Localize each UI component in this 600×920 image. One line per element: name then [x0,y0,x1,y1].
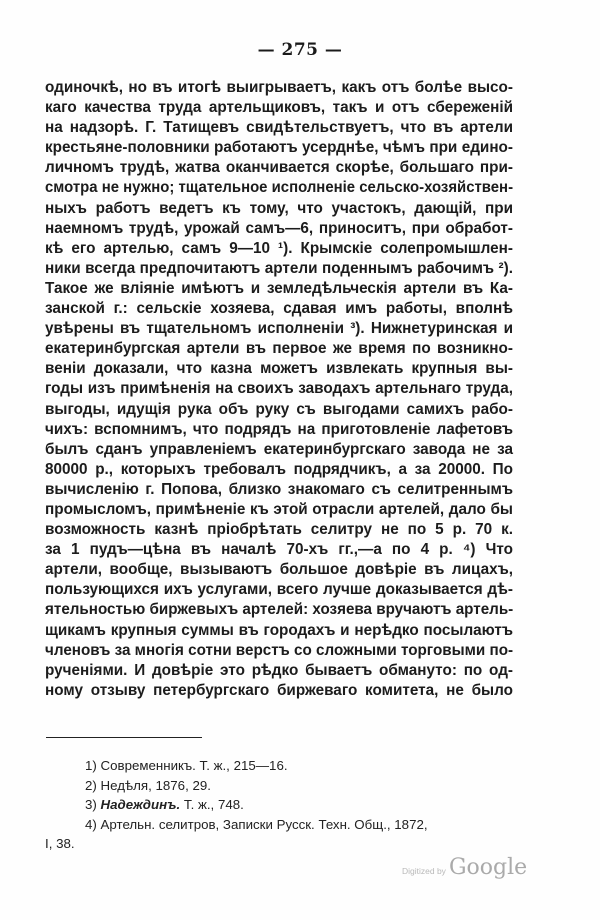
text-line: щикамъ крупныя суммы въ городахъ и нерѣдко посылаютъ [45,621,513,639]
text-line: ному отзыву петербургскаго биржеваго комитета, не было [45,681,513,699]
footnotes [45,756,515,854]
text-line: увѣрены въ тщательномъ исполненіи ³). Нижнетуринская и [45,320,513,338]
footnote-divider [46,737,202,738]
text-line: вычисленію г. Попова, близко знакомаго съ селитреннымъ [45,480,513,498]
footnote-text: I, 38. [45,836,75,852]
watermark-prefix: Digitized by [402,866,446,876]
text-line: ятельностью биржевыхъ артелей: хозяева вручаютъ артель- [45,601,514,619]
text-line: екатеринбургская артели въ первое же время по возникно- [45,340,513,358]
text-line: крестьяне-половники работаютъ усерднѣе, чѣмъ при едино- [45,139,513,157]
text-line: одиночкѣ, но въ итогѣ выигрываетъ, какъ отъ болѣе высо- [45,79,513,96]
footnote-text: Недѣля, 1876, 29. [100,777,211,793]
text-line: на надзорѣ. Г. Татищевъ свидѣтельствуетъ, что въ артели [45,119,513,137]
footnote-marker: 2) [85,777,97,793]
text-line: былъ сданъ управленіемъ екатеринбургскаго завода не за [45,440,513,458]
footnote-text: Артельн. селитров, Записки Русск. Техн. Общ., 1872, [100,816,428,832]
google-watermark [402,855,527,880]
footnote-text: Т. ж., 748. [180,797,244,813]
text-line: занской г.: сельскіе хозяева, сдавая имъ работы, вполнѣ [45,300,513,318]
footnote-4 [45,815,515,835]
text-line: 80000 р., которыхъ требовалъ подрядчикъ, а за 20000. По [45,460,513,478]
footnote-marker: 3) [85,797,97,813]
footnote-2 [45,776,515,796]
text-line: веніи доказали, что казна можетъ извлекать крупныя вы- [45,360,513,378]
text-line: кѣ его артелью, самъ 9—10 ¹). Крымскіе солепромышлен- [45,239,513,257]
text-line: личномъ трудѣ, жатва оканчивается скорѣе, большаго при- [45,159,513,177]
footnote-text: Современникъ. Т. ж., 215—16. [100,758,288,773]
text-line: за 1 пудъ—цѣна въ началѣ 70-хъ гг.,—а по 4 р. ⁴) Что [45,541,513,559]
text-line: членовъ за многія сотни верстъ со сложными торговыми по- [45,641,514,659]
text-line: артели, вообще, вызываютъ большое довѣріе въ лицахъ, [45,561,513,579]
text-line: пользующихся ихъ услугами, всего лучше доказывается дѣ- [45,581,513,599]
footnote-3 [45,795,515,815]
text-line: годы изъ примѣненія на своихъ заводахъ артельнаго труда, [45,380,513,398]
text-line: выгоды, идущія рука объ руку съ выгодами самихъ рабо- [45,400,513,418]
footnote-1 [45,756,515,776]
text-line: каго качества труда артельщиковъ, такъ и отъ сбереженій [45,99,513,117]
google-logo: Google [448,855,528,880]
footnote-author: Надеждинъ. [100,797,181,813]
text-line: ныхъ работъ ведетъ къ тому, что участокъ, дающій, при [45,199,513,217]
page-number: — 275 — [257,40,343,60]
text-line: ники всегда предпочитаютъ артели поденнымъ рабочимъ ²). [45,259,513,277]
footnote-marker: 4) [85,816,97,832]
text-line: смотра не нужно; тщательное исполненіе сельско-хозяйствен- [45,179,514,197]
text-line: наемномъ трудѣ, урожай самъ—6, приноситъ, при обработ- [45,219,513,237]
text-line: промысломъ, примѣненіе къ этой отрасли артелей, дало бы [45,500,513,518]
footnote-4-continued [45,834,515,854]
text-line: рученіями. И довѣріе это рѣдко бываетъ обмануто: по од- [45,661,513,679]
text-line: чихъ: вспомнимъ, что подрядъ на приготовленіе лафетовъ [45,420,513,438]
text-line: возможность казнѣ пріобрѣтать селитру не по 5 р. 70 к. [45,521,513,539]
text-line: Такое же вліяніе имѣютъ и земледѣльческія артели въ Ка- [45,279,513,297]
body-text [45,78,513,701]
footnote-marker: 1) [85,758,97,773]
